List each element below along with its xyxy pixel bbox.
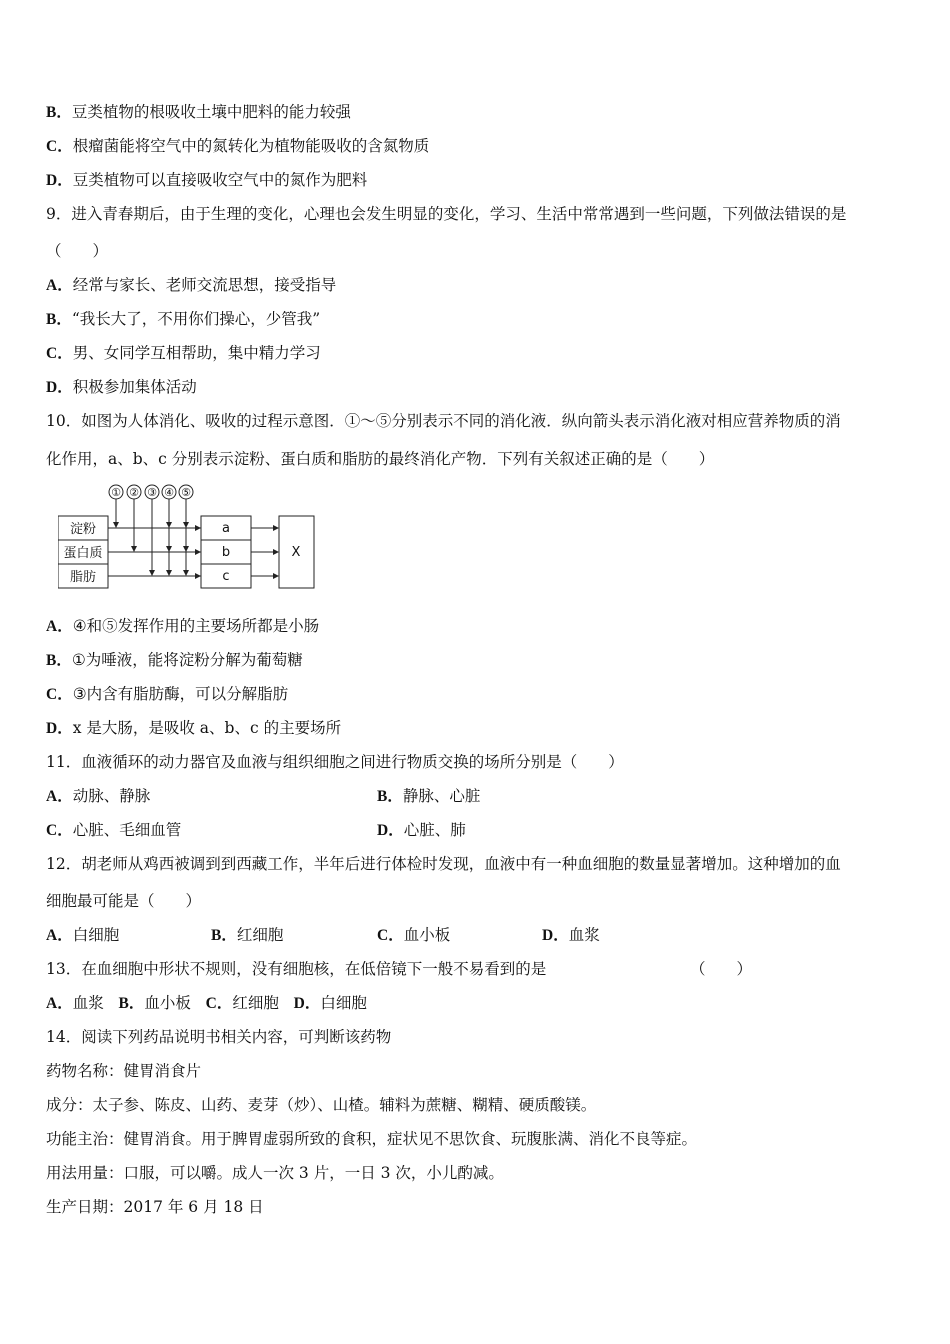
q14-indications: 功能主治：健胃消食。用于脾胃虚弱所致的食积，症状见不思饮食、玩腹胀满、消化不良等症。 — [46, 1130, 698, 1148]
nutrient-label-protein: 蛋白质 — [63, 546, 103, 561]
option-letter: C． — [377, 927, 404, 944]
option-letter: C． — [46, 822, 73, 839]
q10-stem: 10．如图为人体消化、吸收的过程示意图．①～⑤分别表示不同的消化液．纵向箭头表示消化液对相应营养物质的消 — [46, 412, 841, 430]
option-letter: B． — [46, 104, 72, 121]
option-letter: C． — [46, 686, 73, 703]
option-text: 血浆 — [568, 926, 600, 944]
option-text: 血小板 — [144, 994, 191, 1012]
option-letter: A． — [46, 277, 73, 294]
q8-option-b — [46, 102, 351, 123]
juice-label-2: ② — [129, 486, 139, 499]
option-text: 血浆 — [72, 994, 104, 1012]
q9-option-c — [46, 343, 321, 364]
option-letter: C． — [46, 138, 73, 155]
q13-stem: 13．在血细胞中形状不规则，没有细胞核，在低倍镜下一般不易看到的是 — [46, 960, 547, 978]
q13-options — [46, 993, 367, 1014]
q9-stem: 9．进入青春期后，由于生理的变化，心理也会发生明显的变化，学习、生活中常常遇到一些问题，下列做法错误的是 — [46, 205, 847, 223]
option-text: 静脉、心脏 — [402, 787, 481, 805]
option-text: 红细胞 — [236, 926, 284, 944]
organ-label-x: X — [291, 545, 301, 560]
q12-option-a — [46, 925, 119, 946]
product-label-a: a — [222, 521, 230, 536]
q14-stem: 14．阅读下列药品说明书相关内容，可判断该药物 — [46, 1028, 392, 1046]
q13-blank: （ ） — [690, 960, 753, 978]
option-text: “我长大了，不用你们操心，少管我” — [71, 310, 321, 328]
option-letter: C． — [205, 995, 233, 1012]
option-text: 心脏、毛细血管 — [72, 821, 182, 839]
q14-drug-name: 药物名称：健胃消食片 — [46, 1062, 202, 1080]
q8-option-d — [46, 170, 367, 191]
product-label-b: b — [221, 545, 231, 560]
q10-option-d — [46, 718, 341, 739]
option-text: ①为唾液，能将淀粉分解为葡萄糖 — [71, 651, 303, 669]
q10-option-b — [46, 650, 303, 671]
option-letter: A． — [46, 927, 73, 944]
q12-option-d — [542, 925, 600, 946]
option-letter: D． — [377, 822, 404, 839]
option-letter: B． — [46, 311, 72, 328]
option-text: 豆类植物的根吸收土壤中肥料的能力较强 — [71, 103, 351, 121]
option-letter: D． — [46, 172, 73, 189]
q11-option-b — [377, 786, 480, 807]
q9-option-d — [46, 377, 197, 398]
product-label-c: c — [222, 569, 230, 584]
option-letter: D． — [46, 379, 73, 396]
option-text: 心脏、肺 — [403, 821, 466, 839]
juice-label-3: ③ — [147, 486, 157, 499]
nutrient-label-starch: 淀粉 — [69, 522, 97, 537]
q12-option-b — [211, 925, 283, 946]
option-letter: B． — [46, 652, 72, 669]
q11-option-c — [46, 820, 181, 841]
option-text: ④和⑤发挥作用的主要场所都是小肠 — [72, 617, 320, 635]
q12-stem: 12．胡老师从鸡西被调到到西藏工作，半年后进行体检时发现，血液中有一种血细胞的数量显著增加。这种增加的血 — [46, 855, 841, 873]
q14-production-date: 生产日期：2017 年 6 月 18 日 — [46, 1198, 264, 1216]
option-text: ③内含有脂肪酶，可以分解脂肪 — [72, 685, 289, 703]
q8-option-c — [46, 136, 429, 157]
q9-option-a — [46, 275, 336, 296]
option-text: 动脉、静脉 — [72, 787, 151, 805]
option-text: 红细胞 — [232, 994, 279, 1012]
option-text: 白细胞 — [72, 926, 120, 944]
q14-dosage: 用法用量：口服，可以嚼。成人一次 3 片，一日 3 次，小儿酌减。 — [46, 1164, 504, 1182]
option-letter: C． — [46, 345, 73, 362]
q9-option-b — [46, 309, 320, 330]
option-text: 血小板 — [403, 926, 451, 944]
q9-stem-blank: （ ） — [46, 242, 109, 260]
q10-stem-cont: 化作用，a、b、c 分别表示淀粉、蛋白质和脂肪的最终消化产物．下列有关叙述正确的是（ ） — [46, 450, 715, 468]
option-text: 白细胞 — [320, 994, 367, 1012]
juice-label-5: ⑤ — [181, 486, 191, 499]
option-letter: A． — [46, 788, 73, 805]
option-text: 经常与家长、老师交流思想，接受指导 — [72, 276, 337, 294]
option-letter: D． — [46, 720, 73, 737]
juice-label-4: ④ — [164, 486, 174, 499]
option-text: x 是大肠，是吸收 a、b、c 的主要场所 — [72, 719, 342, 737]
option-letter: B． — [211, 927, 237, 944]
option-letter: D． — [293, 995, 321, 1012]
option-text: 积极参加集体活动 — [72, 378, 197, 396]
q10-option-a — [46, 616, 319, 637]
q12-stem-cont: 细胞最可能是（ ） — [46, 892, 202, 910]
q12-option-c — [377, 925, 450, 946]
option-letter: B． — [377, 788, 403, 805]
option-letter: B． — [118, 995, 145, 1012]
option-letter: A． — [46, 618, 73, 635]
q10-option-c — [46, 684, 288, 705]
digestion-diagram — [58, 482, 328, 594]
option-text: 根瘤菌能将空气中的氮转化为植物能吸收的含氮物质 — [72, 137, 430, 155]
option-text: 男、女同学互相帮助，集中精力学习 — [72, 344, 321, 362]
q11-option-a — [46, 786, 150, 807]
q11-stem: 11．血液循环的动力器官及血液与组织细胞之间进行物质交换的场所分别是（ ） — [46, 753, 624, 771]
option-letter: A． — [46, 995, 73, 1012]
option-text: 豆类植物可以直接吸收空气中的氮作为肥料 — [72, 171, 368, 189]
option-letter: D． — [542, 927, 569, 944]
q11-option-d — [377, 820, 466, 841]
nutrient-label-fat: 脂肪 — [69, 570, 97, 585]
q14-ingredients: 成分：太子参、陈皮、山药、麦芽（炒）、山楂。辅料为蔗糖、糊精、硬质酸镁。 — [46, 1096, 597, 1114]
juice-label-1: ① — [111, 486, 121, 499]
